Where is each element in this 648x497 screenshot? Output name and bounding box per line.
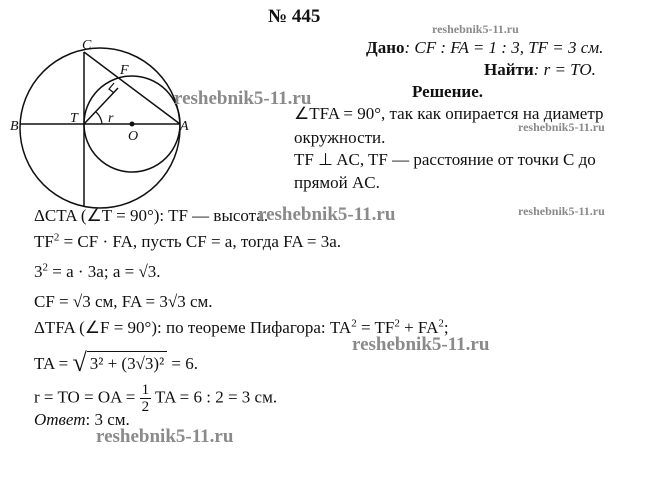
watermark-1: reshebnik5-11.ru	[518, 120, 605, 134]
angle-arc	[96, 112, 102, 124]
solution-line-4: прямой AC.	[294, 173, 380, 192]
geometry-figure	[10, 38, 190, 218]
line9-c: + FA	[399, 318, 439, 337]
center-point	[130, 122, 135, 127]
line11-b: TA = 6 : 2 = 3 см.	[155, 387, 278, 407]
given-label: Дано	[366, 38, 405, 57]
given-line	[366, 38, 603, 58]
radical-sign: √	[72, 348, 87, 377]
line6-a: TF	[34, 232, 54, 251]
label-t: T	[70, 111, 78, 126]
find-text: : r = TO.	[533, 60, 596, 79]
line10-a: TA =	[34, 354, 69, 373]
line7-a: 3	[34, 262, 43, 281]
sup-2: 2	[42, 261, 48, 274]
solution-line-10	[34, 348, 198, 378]
line6-b: = CF · FA, пусть CF = a, тогда FA = 3a.	[59, 232, 342, 251]
answer-label: Ответ	[34, 410, 86, 429]
solution-line-7	[34, 262, 161, 282]
find-line	[484, 60, 596, 80]
label-o: O	[128, 129, 139, 144]
label-c: C	[82, 38, 92, 53]
watermark-5: reshebnik5-11.ru	[352, 334, 490, 355]
watermark-6: reshebnik5-11.ru	[96, 426, 234, 447]
solution-line-3: TF ⊥ AC, TF — расстояние от точки C до	[294, 150, 596, 169]
find-label: Найти	[484, 60, 534, 79]
label-r: r	[108, 111, 114, 126]
line9-d: ;	[443, 318, 449, 337]
big-circle	[20, 48, 180, 208]
frac-num: 1	[141, 382, 150, 398]
right-angle-mark	[109, 83, 114, 93]
line9-b: = TF	[356, 318, 395, 337]
fraction-one-half	[140, 382, 152, 415]
line7-b: = a · 3a; a = √3.	[48, 262, 161, 281]
sup-2: 2	[53, 231, 60, 244]
solution-line-8: CF = √3 см, FA = 3√3 см.	[34, 292, 213, 311]
line10-c: = 6.	[167, 354, 199, 373]
frac-den: 2	[141, 399, 150, 415]
sup-2: 2	[351, 317, 357, 330]
solution-line-2: окружности.	[294, 128, 386, 147]
watermark-4: reshebnik5-11.ru	[518, 204, 605, 218]
sup-2: 2	[394, 317, 400, 330]
label-f: F	[120, 63, 129, 78]
watermark-2: reshebnik5-11.ru	[174, 88, 312, 109]
solution-heading: Решение.	[412, 82, 483, 101]
given-text: : CF : FA = 1 : 3, TF = 3 см.	[404, 38, 604, 57]
label-b: B	[10, 119, 19, 134]
watermark-3: reshebnik5-11.ru	[258, 204, 396, 225]
solution-line-5: ΔCTA (∠T = 90°): TF — высота.	[34, 206, 269, 225]
answer-text: : 3 см.	[85, 410, 130, 429]
chord-ca	[84, 52, 180, 124]
solution-line-1: ∠TFA = 90°, так как опирается на диаметр	[294, 104, 604, 123]
watermark-top: reshebnik5-11.ru	[432, 22, 519, 36]
sup-2: 2	[438, 317, 444, 330]
line10-radicand: 3² + (3√3)²	[87, 351, 167, 374]
line11-a: r = TO = OA =	[34, 387, 136, 407]
problem-number: № 445	[268, 6, 321, 27]
label-a: A	[180, 119, 189, 134]
solution-line-6	[34, 232, 341, 252]
line9-a: ΔTFA (∠F = 90°): по теореме Пифагора: TA	[34, 318, 352, 337]
